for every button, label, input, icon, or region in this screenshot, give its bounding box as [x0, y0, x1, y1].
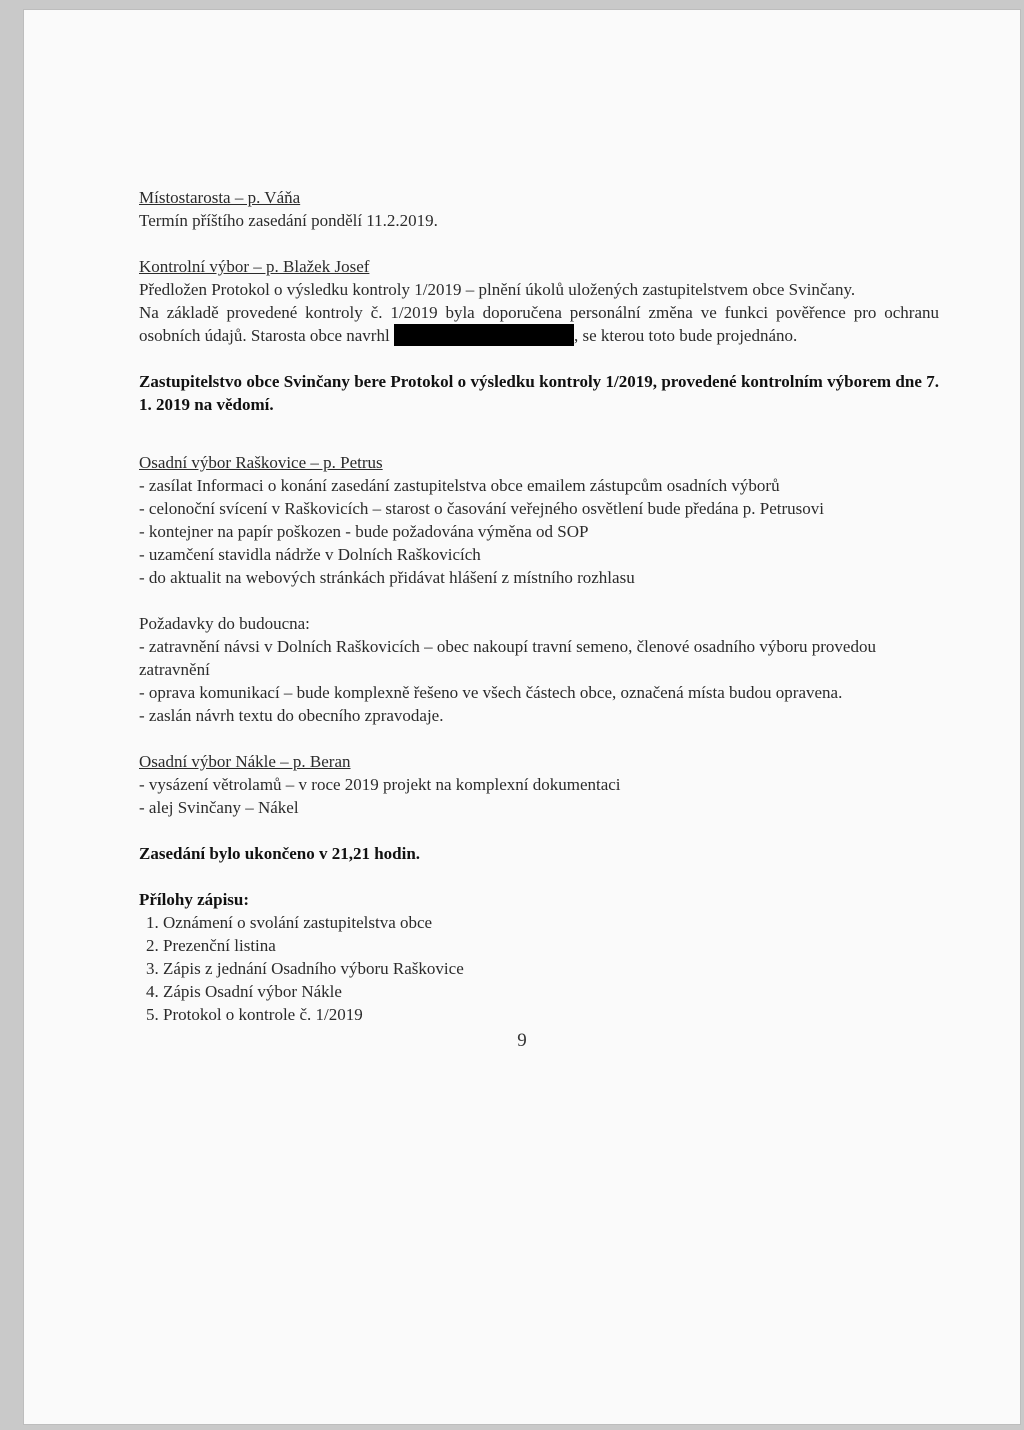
list-item: - alej Svinčany – Nákel — [139, 798, 299, 817]
attachment-item: 5. Protokol o kontrole č. 1/2019 — [163, 1003, 939, 1026]
attachments-heading: Přílohy zápisu: — [139, 890, 250, 909]
control-committee-paragraph-1: Předložen Protokol o výsledku kontroly 1/2019 – plnění úkolů uložených zastupitelstvem obce Svinčany. — [139, 280, 856, 299]
attachment-item: 4. Zápis Osadní výbor Nákle — [163, 980, 939, 1003]
nakle-items — [139, 773, 939, 819]
raskovice-committee-heading: Osadní výbor Raškovice – p. Petrus — [139, 453, 383, 472]
future-requests-heading: Požadavky do budoucna: — [139, 614, 310, 633]
list-item: - do aktualit na webových stránkách přidávat hlášení z místního rozhlasu — [139, 568, 635, 587]
list-item: - zatravnění návsi v Dolních Raškovicích – obec nakoupí travní semeno, členové osadního výboru provedou zatravnění — [139, 637, 876, 679]
control-committee-heading: Kontrolní výbor – p. Blažek Josef — [139, 257, 370, 276]
list-item: - kontejner na papír poškozen - bude požadována výměna od SOP — [139, 522, 589, 541]
control-committee-paragraph-2 — [139, 301, 939, 347]
paragraph-2-start: Na základě provedené kontroly č. 1/2019 byla doporučena personální změna ve funkci pověřence pro ochranu osobních údajů. Starosta obce navrhl — [139, 303, 939, 345]
list-item: - zasílat Informaci o konání zasedání zastupitelstva obce emailem zástupcům osadních výborů — [139, 476, 780, 495]
document-page — [24, 10, 1020, 1424]
raskovice-items — [139, 474, 939, 589]
meeting-closing-text: Zasedání bylo ukončeno v 21,21 hodin. — [139, 844, 421, 863]
redacted-name-block — [394, 324, 574, 346]
attachment-item: 1. Oznámení o svolání zastupitelstva obce — [163, 911, 939, 934]
attachment-item: 2. Prezenční listina — [163, 934, 939, 957]
attachment-item: 3. Zápis z jednání Osadního výboru Raškovice — [163, 957, 939, 980]
list-item: - uzamčení stavidla nádrže v Dolních Raškovicích — [139, 545, 481, 564]
list-item: - oprava komunikací – bude komplexně řešeno ve všech částech obce, označená místa budou opravena. — [139, 683, 843, 702]
list-item: - zaslán návrh textu do obecního zpravodaje. — [139, 706, 444, 725]
page-number: 9 — [517, 1030, 527, 1051]
next-meeting-text: Termín příštího zasedání pondělí 11.2.2019. — [139, 211, 438, 230]
future-requests-items — [139, 635, 939, 727]
nakle-committee-heading: Osadní výbor Nákle – p. Beran — [139, 752, 351, 771]
attachments-list — [139, 911, 939, 1026]
resolution-text: Zastupitelstvo obce Svinčany bere Protokol o výsledku kontroly 1/2019, provedené kontrolním výborem dne 7. 1. 2019 na vědomí. — [139, 372, 939, 414]
paragraph-2-end: , se kterou toto bude projednáno. — [573, 326, 798, 345]
list-item: - celonoční svícení v Raškovicích – starost o časování veřejného osvětlení bude předána p. Petrusovi — [139, 499, 825, 518]
list-item: - vysázení větrolamů – v roce 2019 projekt na komplexní dokumentaci — [139, 775, 621, 794]
minutes-content — [139, 186, 939, 1026]
deputy-mayor-heading: Místostarosta – p. Váňa — [139, 188, 301, 207]
